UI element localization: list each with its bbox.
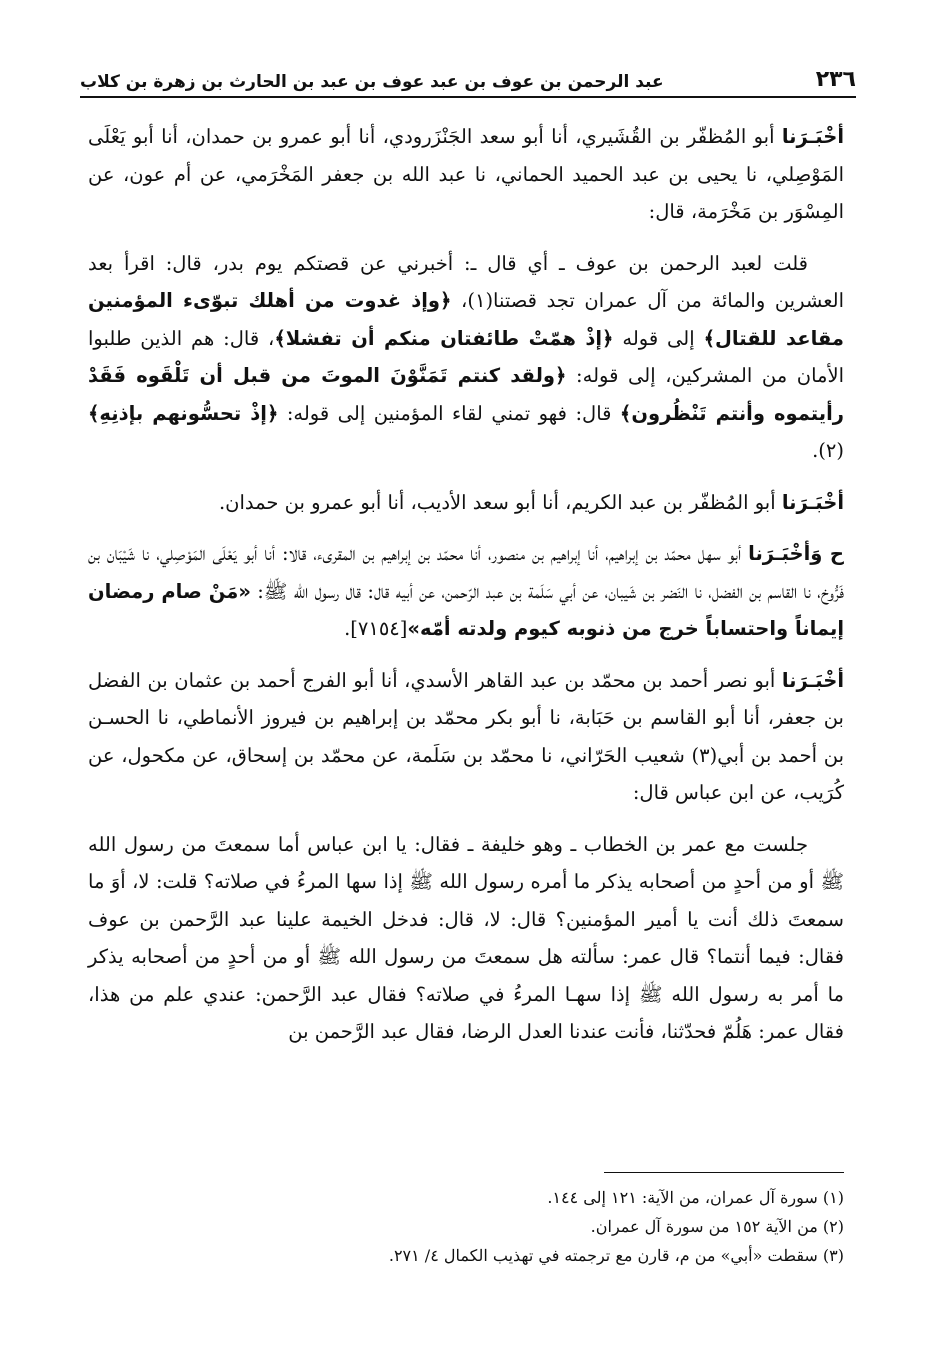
emphasized-text: ﴿إذْ تحسُّونهم بإذنِهِ﴾ [88,401,279,425]
paragraph-text: قال: فهو تمني لقاء المؤمنين إلى قوله: [278,401,620,425]
paragraph [88,826,844,1051]
footnote-2: (٢) من الآية ١٥٢ من سورة آل عمران. [590,1217,844,1236]
paragraph-text: قلت لعبد الرحمن بن عوف ـ أي قال ـ: أخبرني عن قصتكم يوم بدر، قال: اقرأ بعد العشرين والمائة من آل عمران تجد قصتنا(١)، [88,251,845,312]
page-header [80,58,856,98]
paragraph-text: ، قال: هم الذين طلبوا الأمان من المشركين، إلى قوله: [88,326,845,387]
footnotes [88,1172,844,1270]
paragraph-text: جلست مع عمر بن الخطاب ـ وهو خليفة ـ فقال: يا ابن عباس أما سمعتَ من رسول الله ﷺ أو من أحدٍ من أصحابه يذكر ما أمره رسول الله ﷺ إذا سها المرءُ في صلاته؟ قلت: لا، أوَ ما سمعتَ ذلك أنت يا أمير المؤمنين؟ قال: لا، قال: فدخل الخيمة علينا عبد الرَّحمن بن عوف فقال: فيما أنتما؟ قال عمر: سألته هل سمعتَ من رسول الله ﷺ أو من أحدٍ من أصحابه يذكر ما أمر به رسول الله ﷺ إذا سهـا المرءُ في صلاته؟ فقال عبد الرَّحمن: عندي علم من هذا، فقال عمر: هَلُمّ فحدّثنا، فأنت عندنا العدل الرضا، فقال عبد الرَّحمن بن [88,832,844,1043]
emphasized-text: ﴿إذْ همّتْ طائفتان منكم أن تفشلا﴾ [274,326,614,350]
footnote-divider [604,1172,844,1173]
page-number: ٢٣٦ [815,67,856,92]
main-text [88,118,844,1065]
paragraph [88,118,844,231]
emphasized-text: «مَنْ صام رمضان إيماناً واحتساباً خرج من ذنوبه كيوم ولدته أمّه» [88,579,844,640]
paragraph-text: أبو المُظفّر بن عبد الكريم، أنا أبو سعد الأديب، أنا أبو عمرو بن حمدان. [218,490,782,514]
paragraph [88,245,844,470]
emphasized-text: ح وَأخْبَـرَنا [748,542,844,565]
paragraph-text: (٢). [812,439,844,462]
paragraph-text: إلى قوله [613,326,704,350]
paragraph-text: أبو المُظفّر بن القُشَيري، أنا أبو سعد الجَنْزَرودي، أنا أبو عمرو بن حمدان، أنا أبو يَعْلَى المَوْصِلي، نا يحيى بن عبد الحميد الحماني، نا عبد الله بن جعفر المَخْرَمي، عن أم عون، عن المِسْوَر بن مَخْرَمة، قال: [88,125,844,223]
paragraph-text: أبو سهل محمّد بن إبراهيم، أنا إبراهيم بن منصور، أنا محمّد بن إبراهيم بن المقرىء، قالا: أنا أبو يَعْلَى المَوْصِلي، نا شَيْبَان بن فَرُّوخ، نا القاسم بن الفضل، نا النَضر بن شَيبان، عن أبي سَلَمة بن عبد الرّحمن، عن أبيه قال: قال رسول الله ﷺ: [88,542,844,603]
emphasized-text: أخْبَـرَنا [781,125,844,148]
footnote-3: (٣) سقطت «أبي» من م، قارن مع ترجمته في تهذيب الكمال ٤/ ٢٧١. [388,1246,844,1265]
paragraph [88,535,844,648]
emphasized-text: ﴿ولقد كنتم تَمَنَّوْنَ الموتَ من قبل أن تَلْقَوه فَقَدْ رأيتموه وأنتم تَنْظُرون﴾ [88,364,844,425]
paragraph-text: أبو نصر أحمد بن محمّد بن عبد القاهر الأسدي، أنا أبو الفرج أحمد بن عثمان بن الفضل بن جعفر، أنا أبو القاسم بن حَبَابة، نا أبو بكر محمّد بن إبراهيم بن فيروز الأنماطي، نا الحسـن بن أحمد بن أبي(٣) شعيب الحَرّاني، نا محمّد بن سَلَمة، عن محمّد بن إسحاق، عن مكحول، عن كُرَيب، عن ابن عباس قال: [88,668,844,804]
paragraph [88,484,844,522]
emphasized-text: أخْبَـرَنا [781,668,844,692]
running-title: عبد الرحمن بن عوف بن عبد عوف بن عبد بن الحارث بن زهرة بن كلاب [80,72,664,92]
footnote-1: (١) سورة آل عمران، من الآية: ١٢١ إلى ١٤٤. [547,1188,844,1207]
emphasized-text: ﴿وإذ غدوت من أهلك تبوّىء المؤمنين مقاعد للقتال﴾ [88,289,844,350]
paragraph-text: [٧١٥٤]. [344,617,408,640]
emphasized-text: أخْبَـرَنا [781,490,844,514]
paragraph [88,662,844,812]
